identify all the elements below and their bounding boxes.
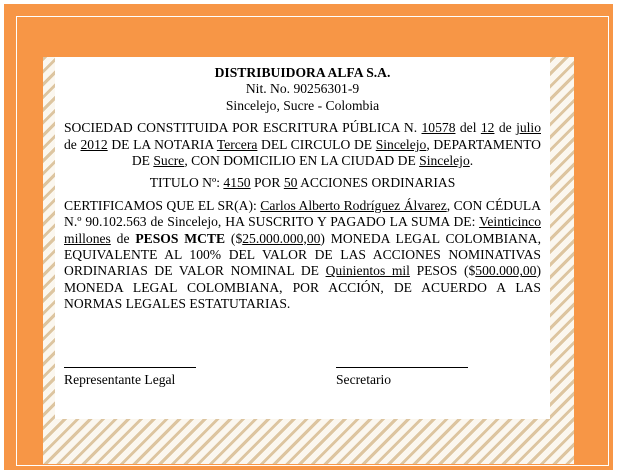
amount: 25.000.000,00 [242,230,321,246]
holder-name: Carlos Alberto Rodríguez Álvarez [260,197,447,213]
text: de [64,136,81,152]
signature-row [64,367,541,397]
signature-label-secretary: Secretario [336,372,392,387]
company-name: DISTRIBUIDORA ALFA S.A. [214,65,391,80]
text: , DEPARTAMENTO DE [131,136,541,169]
text: ) MONEDA LEGAL COLOMBIANA, EQUIVALENTE AL 100% DEL VALOR DE LAS ACCIONES NOMINATIVAS ORDINARIAS DE VALOR NOMINAL DE [64,230,541,279]
text: , CON DOMICILIO EN LA CIUDAD DE [184,153,420,169]
currency: PESOS MCTE [135,230,226,246]
signature-right [336,367,468,388]
text: POR [250,175,284,191]
signature-left [64,367,196,388]
nominal-words: Quinientos mil [325,263,410,279]
text: de [110,230,136,246]
text: ) MONEDA LEGAL COLOMBIANA, POR ACCIÓN, DE ACUERDO A LAS NORMAS LEGALES ESTATUTARIAS. [64,263,541,312]
escritura-number: 10578 [421,120,456,136]
day: 12 [480,120,495,136]
year: 2012 [80,136,108,152]
title-line [64,175,541,191]
text: ($ [225,230,243,246]
text: de [494,120,517,136]
constitution-paragraph [64,120,541,169]
signature-line [336,367,468,368]
signature-line [64,367,196,368]
signature-label-legal-rep: Representante Legal [64,372,176,387]
text: , CON CÉDULA N.º 90.102.563 de Sincelejo, HA SUSCRITO Y PAGADO LA SUMA DE: [64,197,542,230]
month: julio [516,120,541,136]
nominal-amount: 500.000,00 [475,263,537,279]
text: . [469,153,474,169]
text: CERTIFICAMOS QUE EL SR(A): [64,197,261,213]
company-location: Sincelejo, Sucre - Colombia [225,97,380,113]
departamento: Sucre [153,153,185,169]
text: del [455,120,481,136]
title-number: 4150 [223,175,251,191]
text: PESOS ($ [409,263,476,279]
text: ACCIONES ORDINARIAS [297,175,456,191]
company-nit: Nit. No. 90256301-9 [245,81,360,97]
ciudad: Sincelejo [419,153,470,169]
certificate-paper [55,57,550,419]
text: DEL CIRCULO DE [257,136,376,152]
amount-words: Veinticinco millones [64,214,541,246]
certification-paragraph [64,198,541,313]
circulo: Sincelejo [375,136,427,152]
shares-count: 50 [283,175,298,191]
notaria: Tercera [216,136,258,152]
text: SOCIEDAD CONSTITUIDA POR ESCRITURA PÚBLICA N. [64,120,422,136]
text: DE LA NOTARIA [107,136,217,152]
text: TITULO Nº: [149,175,224,191]
